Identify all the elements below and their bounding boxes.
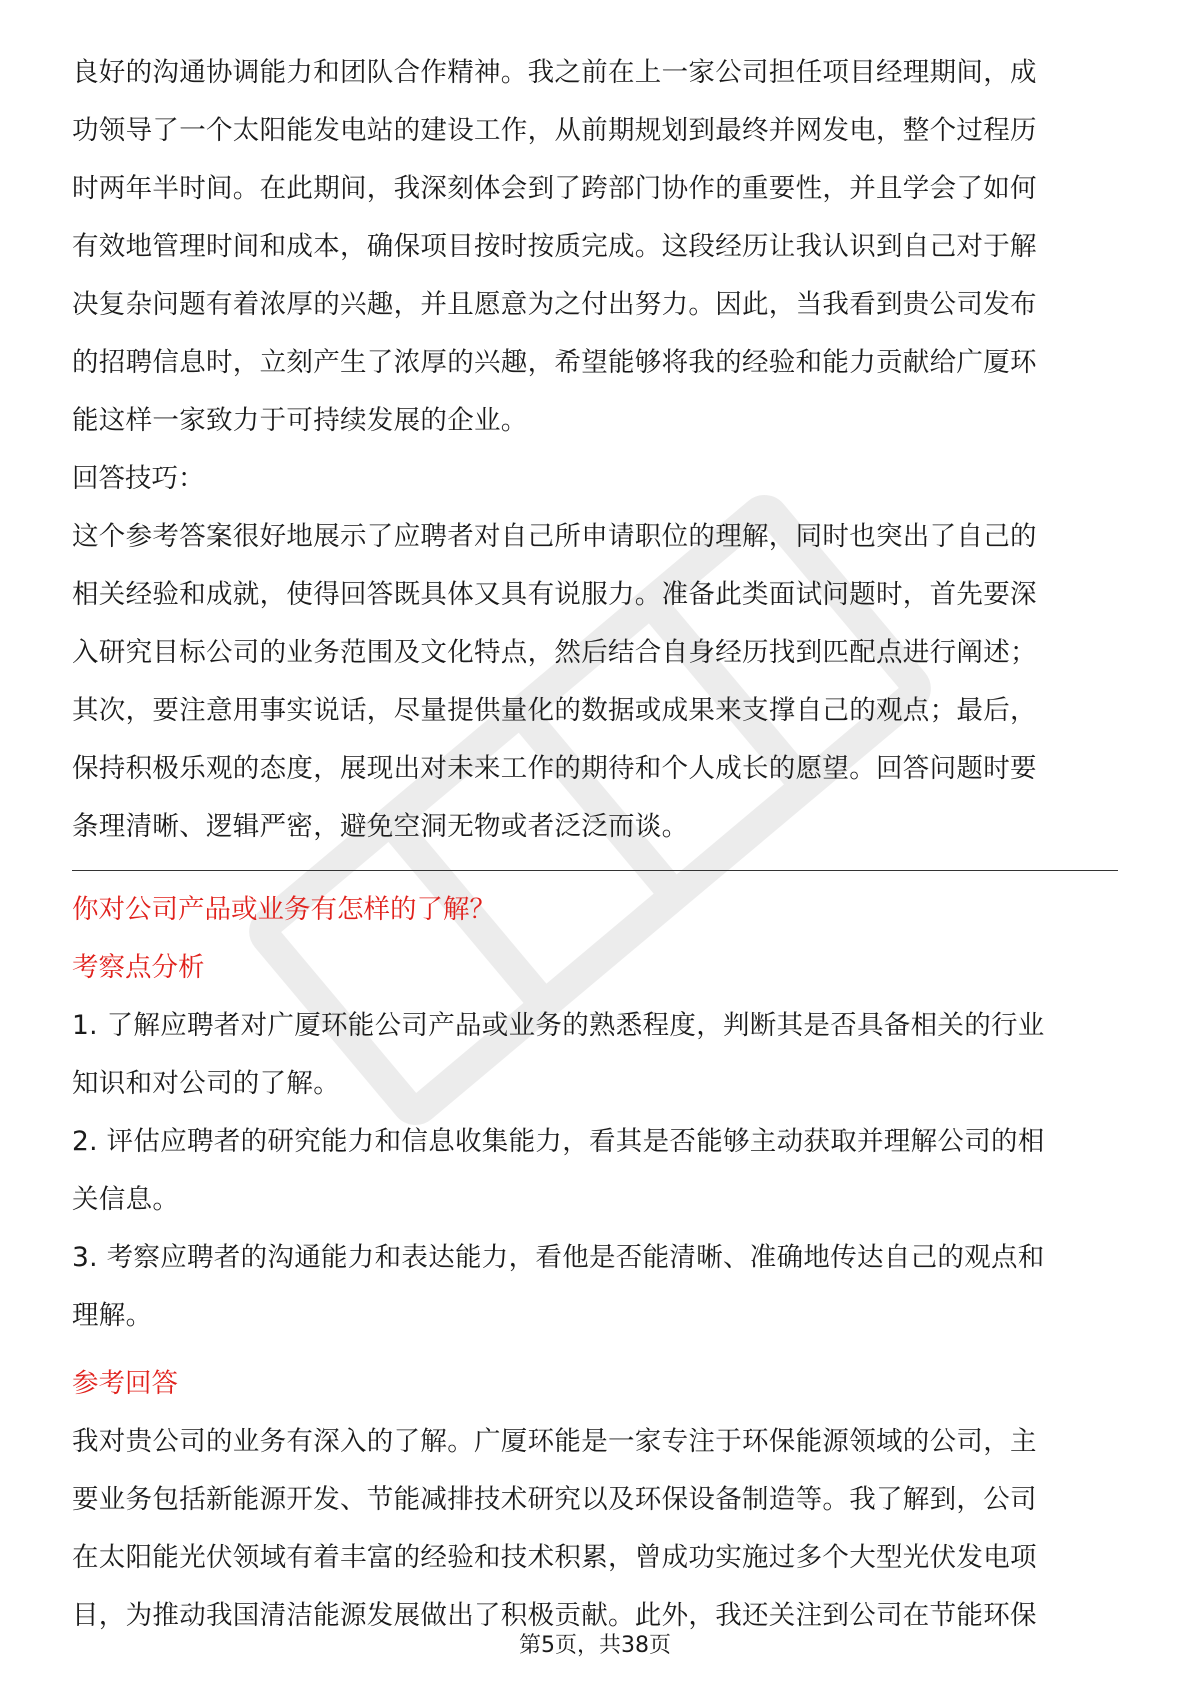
- page-number: 第5页，共38页: [519, 1633, 671, 1658]
- tips-line: 保持积极乐观的态度，展现出对未来工作的期待和个人成长的愿望。回答问题时要: [72, 753, 1037, 784]
- tips-line: 条理清晰、逻辑严密，避免空洞无物或者泛泛而谈。: [72, 811, 689, 842]
- section-divider: [72, 870, 1118, 871]
- intro-paragraph: [72, 44, 1118, 450]
- answer-line: 我对贵公司的业务有深入的了解。广厦环能是一家专注于环保能源领域的公司，主: [72, 1426, 1037, 1457]
- answer-line: 目，为推动我国清洁能源发展做出了积极贡献。此外，我还关注到公司在节能环保: [72, 1600, 1037, 1631]
- analysis-line: 2. 评估应聘者的研究能力和信息收集能力，看其是否能够主动获取并理解公司的相: [72, 1126, 1045, 1157]
- intro-line: 时两年半时间。在此期间，我深刻体会到了跨部门协作的重要性，并且学会了如何: [72, 173, 1037, 204]
- analysis-line: 知识和对公司的了解。: [72, 1068, 340, 1099]
- analysis-item-2: [72, 1113, 1118, 1229]
- tips-label: 回答技巧：: [72, 463, 205, 494]
- intro-line: 功领导了一个太阳能发电站的建设工作，从前期规划到最终并网发电，整个过程历: [72, 115, 1037, 146]
- tips-line: 入研究目标公司的业务范围及文化特点，然后结合自身经历找到匹配点进行阐述；: [72, 637, 1037, 668]
- intro-line: 能这样一家致力于可持续发展的企业。: [72, 405, 528, 436]
- analysis-title: 考察点分析: [72, 952, 205, 983]
- tips-line: 这个参考答案很好地展示了应聘者对自己所申请职位的理解，同时也突出了自己的: [72, 521, 1037, 552]
- answer-paragraph: [72, 1413, 1118, 1645]
- page-content: [72, 44, 1118, 1645]
- intro-line: 的招聘信息时，立刻产生了浓厚的兴趣，希望能够将我的经验和能力贡献给广厦环: [72, 347, 1037, 378]
- analysis-line: 3. 考察应聘者的沟通能力和表达能力，看他是否能清晰、准确地传达自己的观点和: [72, 1242, 1045, 1273]
- intro-line: 良好的沟通协调能力和团队合作精神。我之前在上一家公司担任项目经理期间，成: [72, 57, 1037, 88]
- analysis-item-1: [72, 997, 1118, 1113]
- tips-line: 其次，要注意用事实说话，尽量提供量化的数据或成果来支撑自己的观点；最后，: [72, 695, 1037, 726]
- tips-paragraph: [72, 508, 1118, 856]
- answer-line: 要业务包括新能源开发、节能减排技术研究以及环保设备制造等。我了解到，公司: [72, 1484, 1037, 1515]
- analysis-line: 1. 了解应聘者对广厦环能公司产品或业务的熟悉程度，判断其是否具备相关的行业: [72, 1010, 1045, 1041]
- answer-title: 参考回答: [72, 1368, 178, 1399]
- tips-line: 相关经验和成就，使得回答既具体又具有说服力。准备此类面试问题时，首先要深: [72, 579, 1037, 610]
- intro-line: 决复杂问题有着浓厚的兴趣，并且愿意为之付出努力。因此，当我看到贵公司发布: [72, 289, 1037, 320]
- answer-line: 在太阳能光伏领域有着丰富的经验和技术积累，曾成功实施过多个大型光伏发电项: [72, 1542, 1037, 1573]
- intro-line: 有效地管理时间和成本，确保项目按时按质完成。这段经历让我认识到自己对于解: [72, 231, 1037, 262]
- analysis-line: 关信息。: [72, 1184, 180, 1215]
- analysis-line: 理解。: [72, 1300, 153, 1331]
- analysis-item-3: [72, 1229, 1118, 1345]
- question-heading: 你对公司产品或业务有怎样的了解？: [72, 894, 496, 925]
